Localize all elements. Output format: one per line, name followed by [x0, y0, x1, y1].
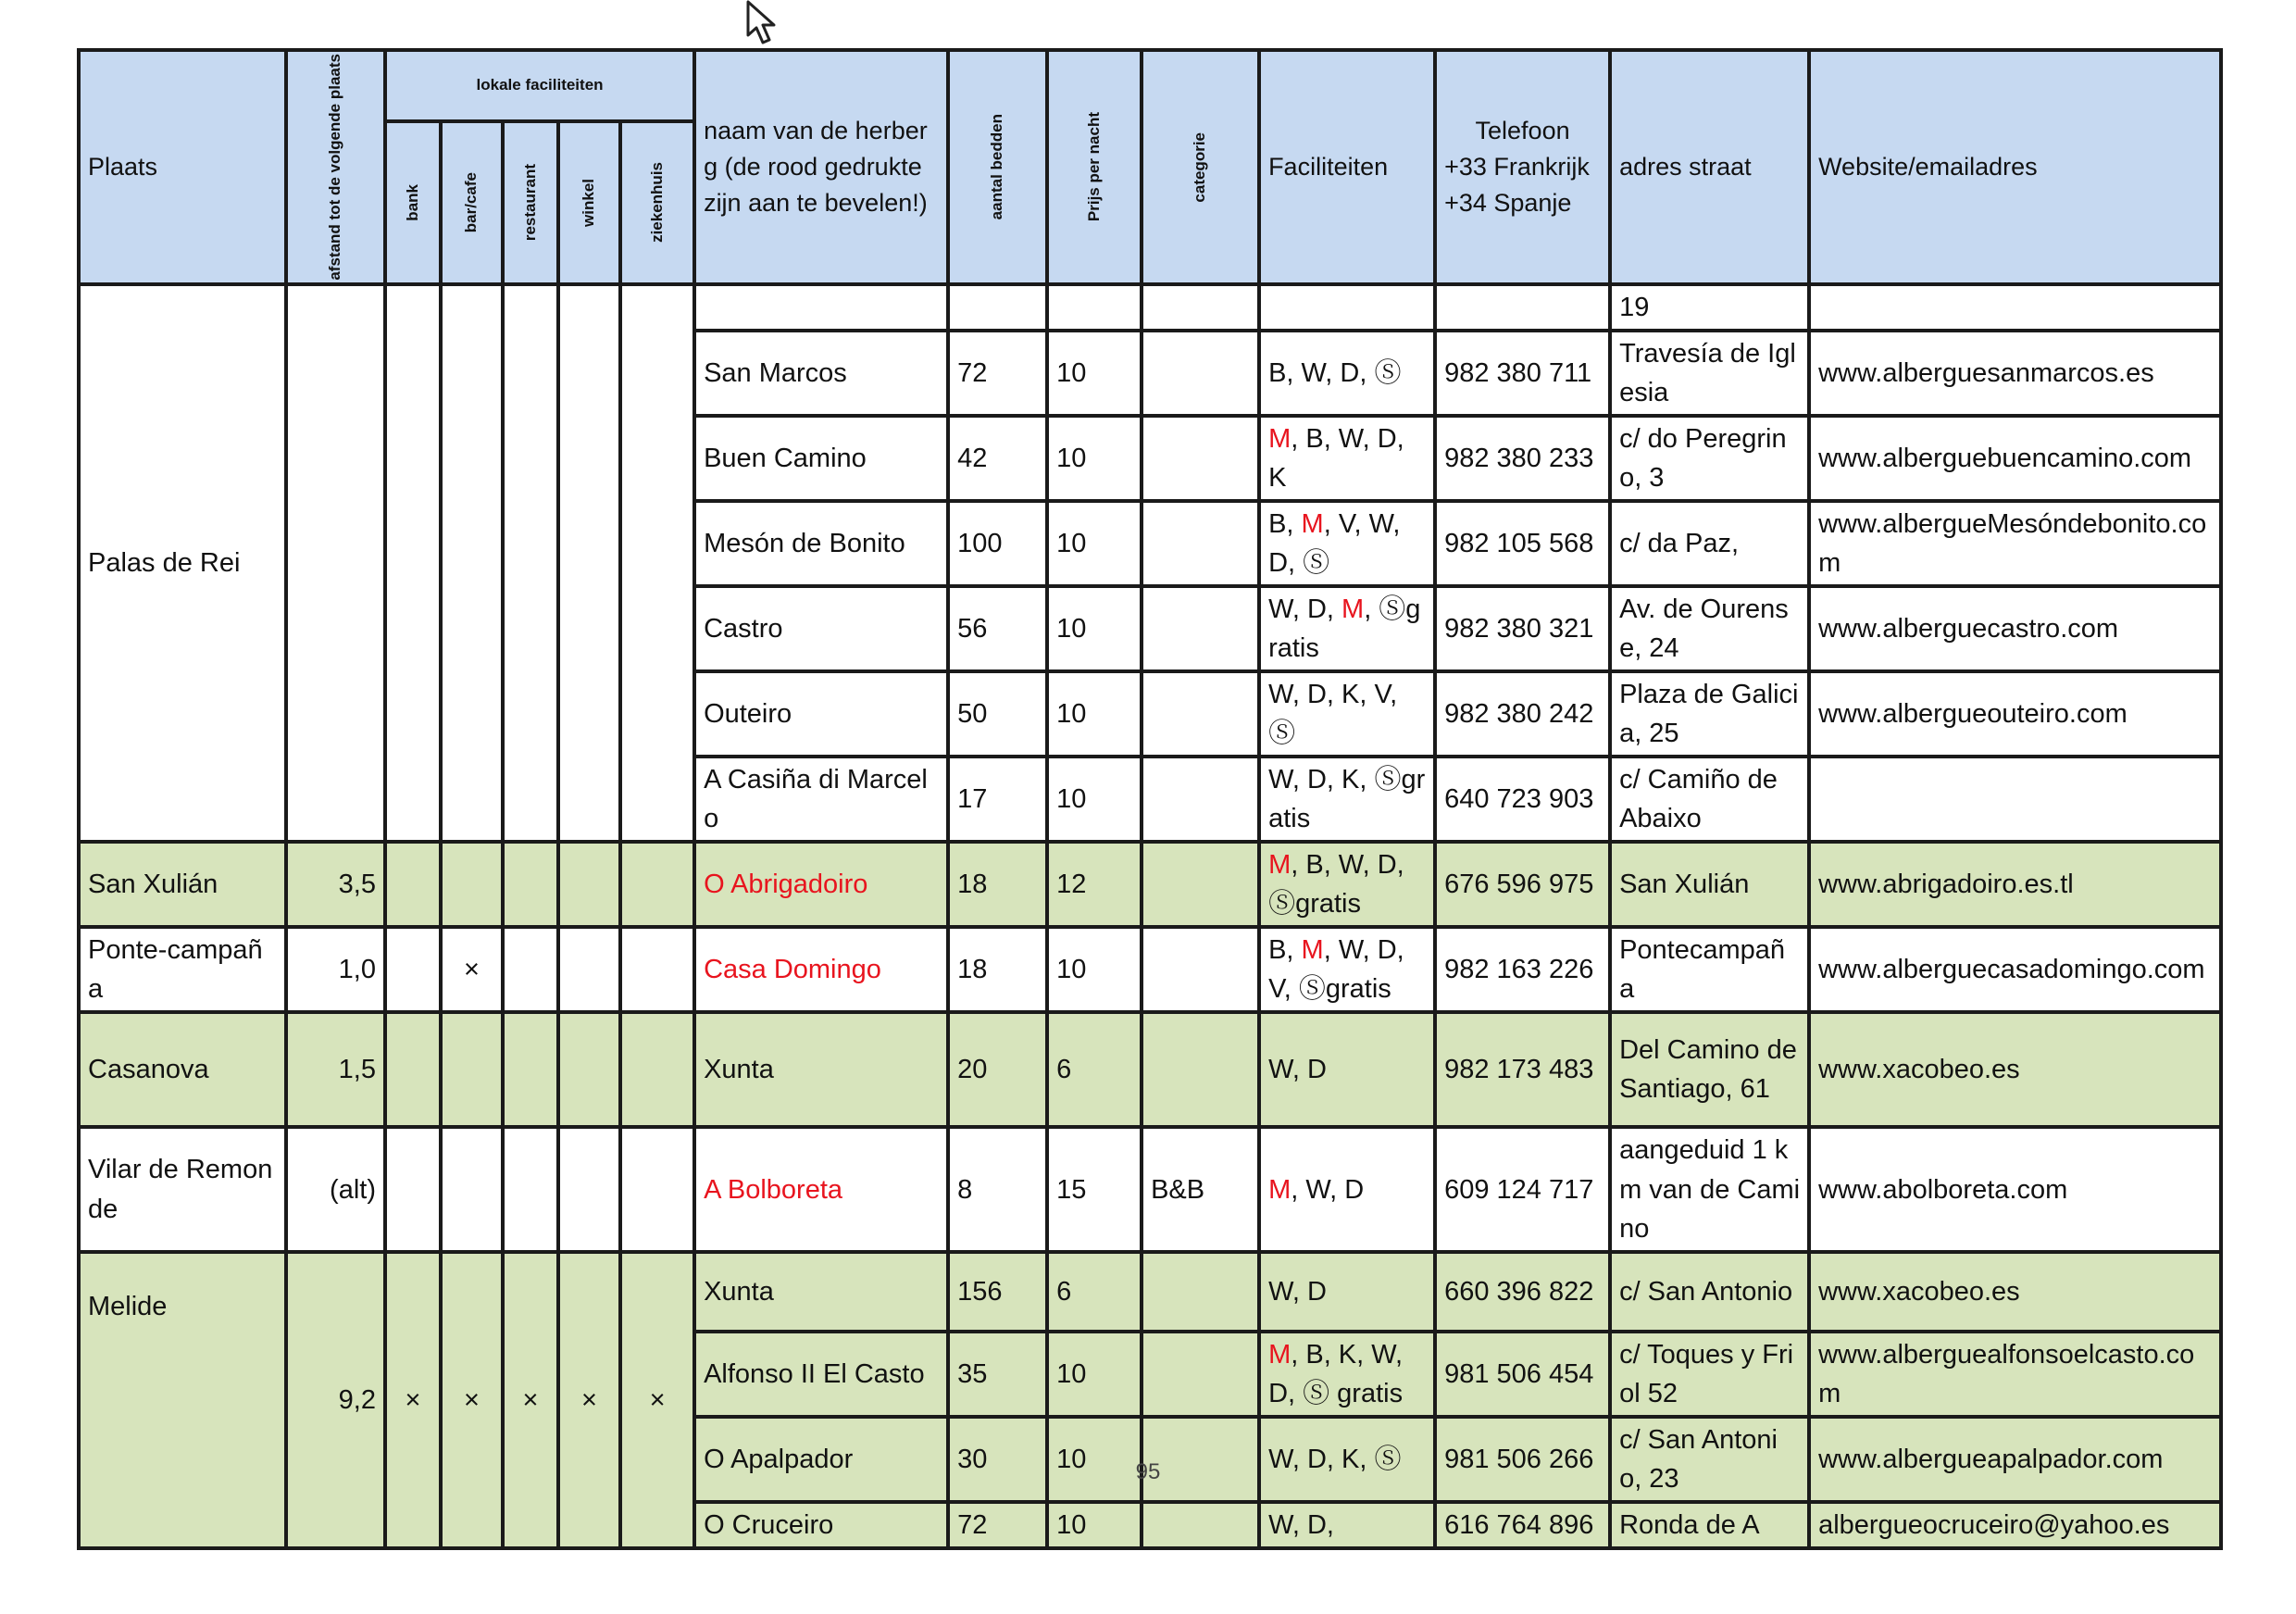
- price-cell: 10: [1047, 416, 1142, 501]
- facilities-segment: , V, W, D, Ⓢ: [1268, 508, 1401, 578]
- facilities-segment: W, D, K, Ⓢgratis: [1268, 765, 1426, 834]
- phone-cell: 982 163 226: [1435, 927, 1610, 1012]
- beds-cell: 42: [948, 416, 1047, 501]
- facilities-segment: M: [1268, 1174, 1292, 1205]
- bar-cafe-cell: [441, 1012, 503, 1127]
- price-cell: 6: [1047, 1012, 1142, 1127]
- bar-cafe-cell: [441, 284, 503, 843]
- hostel-name-cell: O Abrigadoiro: [694, 842, 948, 927]
- header-afstand: afstand tot de volgende plaats: [286, 50, 385, 284]
- facilities-cell: [1259, 927, 1435, 1012]
- restaurant-cell: [503, 1127, 558, 1251]
- facilities-cell: [1259, 586, 1435, 671]
- facilities-cell: [1259, 416, 1435, 501]
- hostel-name-cell: O Cruceiro: [694, 1502, 948, 1548]
- address-cell: Del Camino de Santiago, 61: [1610, 1012, 1809, 1127]
- beds-cell: 50: [948, 671, 1047, 757]
- price-cell: 10: [1047, 671, 1142, 757]
- header-winkel: winkel: [558, 121, 620, 284]
- bar-cafe-cell: [441, 842, 503, 927]
- website-cell: www.albergueapalpador.com: [1809, 1417, 2221, 1502]
- facilities-segment: M: [1268, 1339, 1292, 1370]
- facilities-segment: , W, D: [1291, 1174, 1365, 1205]
- address-cell: Av. de Ourense, 24: [1610, 586, 1809, 671]
- distance-cell: (alt): [286, 1127, 385, 1251]
- facilities-cell: [1259, 671, 1435, 757]
- price-cell: 10: [1047, 501, 1142, 586]
- facilities-cell: [1259, 1252, 1435, 1332]
- beds-cell: 18: [948, 842, 1047, 927]
- bank-cell: [385, 1012, 441, 1127]
- phone-cell: 660 396 822: [1435, 1252, 1610, 1332]
- hostel-name-cell: Mesón de Bonito: [694, 501, 948, 586]
- beds-cell: 72: [948, 331, 1047, 416]
- beds-cell: 18: [948, 927, 1047, 1012]
- table-row: [79, 284, 2221, 331]
- bar-cafe-cell: ×: [441, 1252, 503, 1548]
- facilities-segment: M: [1341, 594, 1365, 624]
- facilities-cell: [1259, 1127, 1435, 1251]
- header-ziekenhuis: ziekenhuis: [620, 121, 694, 284]
- distance-cell: 9,2: [286, 1252, 385, 1548]
- table-row: [79, 927, 2221, 1012]
- table-row: [79, 842, 2221, 927]
- phone-cell: 982 380 711: [1435, 331, 1610, 416]
- beds-cell: 20: [948, 1012, 1047, 1127]
- category-cell: [1142, 1252, 1259, 1332]
- address-cell: Plaza de Galicia, 25: [1610, 671, 1809, 757]
- facilities-segment: B,: [1268, 935, 1302, 966]
- facilities-segment: , Ⓢgratis: [1268, 594, 1421, 664]
- header-bank: bank: [385, 121, 441, 284]
- address-cell: c/ San Antonio, 23: [1610, 1417, 1809, 1502]
- header-telefoon: [1435, 50, 1610, 284]
- hostel-name-cell: Xunta: [694, 1012, 948, 1127]
- beds-cell: 8: [948, 1127, 1047, 1251]
- restaurant-cell: ×: [503, 1252, 558, 1548]
- place-cell: Vilar de Remonde: [79, 1127, 286, 1251]
- facilities-cell: [1259, 1332, 1435, 1417]
- website-cell: albergueocruceiro@yahoo.es: [1809, 1502, 2221, 1548]
- address-cell: aangeduid 1 km van de Camino: [1610, 1127, 1809, 1251]
- phone-cell: 616 764 896: [1435, 1502, 1610, 1548]
- category-cell: [1142, 927, 1259, 1012]
- page-number: 95: [1135, 1459, 1161, 1484]
- category-cell: [1142, 501, 1259, 586]
- website-cell: www.abrigadoiro.es.tl: [1809, 842, 2221, 927]
- website-cell: www.alberguecasadomingo.com: [1809, 927, 2221, 1012]
- mouse-cursor-icon: [746, 0, 791, 48]
- address-cell: c/ Camiño de Abaixo: [1610, 757, 1809, 842]
- winkel-cell: [558, 284, 620, 843]
- price-cell: 12: [1047, 842, 1142, 927]
- hostel-name-cell: San Marcos: [694, 331, 948, 416]
- ziekenhuis-cell: [620, 1127, 694, 1251]
- hostel-name-cell: Castro: [694, 586, 948, 671]
- header-categorie: categorie: [1142, 50, 1259, 284]
- phone-cell: 982 105 568: [1435, 501, 1610, 586]
- price-cell: 10: [1047, 1332, 1142, 1417]
- phone-cell: [1435, 284, 1610, 331]
- price-cell: 10: [1047, 927, 1142, 1012]
- category-cell: [1142, 1332, 1259, 1417]
- address-cell: San Xulián: [1610, 842, 1809, 927]
- header-telefoon-title: Telefoon: [1475, 116, 1570, 144]
- website-cell: www.abolboreta.com: [1809, 1127, 2221, 1251]
- facilities-segment: W, D, K, V, Ⓢ: [1268, 680, 1398, 749]
- ziekenhuis-cell: [620, 842, 694, 927]
- restaurant-cell: [503, 284, 558, 843]
- facilities-segment: M: [1268, 850, 1292, 881]
- facilities-cell: [1259, 842, 1435, 927]
- bank-cell: [385, 927, 441, 1012]
- website-cell: [1809, 284, 2221, 331]
- restaurant-cell: [503, 1012, 558, 1127]
- beds-cell: 72: [948, 1502, 1047, 1548]
- hostel-name-cell: A Bolboreta: [694, 1127, 948, 1251]
- facilities-cell: [1259, 1012, 1435, 1127]
- category-cell: [1142, 586, 1259, 671]
- phone-cell: 982 173 483: [1435, 1012, 1610, 1127]
- place-cell: San Xulián: [79, 842, 286, 927]
- hostel-name-cell: Xunta: [694, 1252, 948, 1332]
- winkel-cell: ×: [558, 1252, 620, 1548]
- header-herberg: naam van de herberg (de rood gedrukte zijn aan te bevelen!): [694, 50, 948, 284]
- distance-cell: [286, 284, 385, 843]
- facilities-segment: W, D,: [1268, 594, 1342, 624]
- ziekenhuis-cell: [620, 1012, 694, 1127]
- beds-cell: 100: [948, 501, 1047, 586]
- phone-cell: 981 506 266: [1435, 1417, 1610, 1502]
- distance-cell: 1,0: [286, 927, 385, 1012]
- category-cell: [1142, 416, 1259, 501]
- website-cell: www.alberguebuencamino.com: [1809, 416, 2221, 501]
- header-faciliteiten: Faciliteiten: [1259, 50, 1435, 284]
- facilities-segment: M: [1301, 935, 1324, 966]
- address-cell: c/ Toques y Friol 52: [1610, 1332, 1809, 1417]
- hostel-table: [77, 48, 2223, 1550]
- header-telefoon-frankrijk: +33 Frankrijk: [1444, 152, 1590, 181]
- facilities-cell: [1259, 331, 1435, 416]
- facilities-segment: B,: [1268, 508, 1302, 539]
- address-cell: Travesía de Iglesia: [1610, 331, 1809, 416]
- header-website: Website/emailadres: [1809, 50, 2221, 284]
- facilities-segment: M: [1268, 423, 1292, 454]
- price-cell: 10: [1047, 331, 1142, 416]
- phone-cell: 676 596 975: [1435, 842, 1610, 927]
- ziekenhuis-cell: [620, 927, 694, 1012]
- website-cell: [1809, 757, 2221, 842]
- header-adres: adres straat: [1610, 50, 1809, 284]
- header-telefoon-spanje: +34 Spanje: [1444, 188, 1572, 217]
- price-cell: 10: [1047, 586, 1142, 671]
- website-cell: www.xacobeo.es: [1809, 1012, 2221, 1127]
- facilities-cell: [1259, 501, 1435, 586]
- beds-cell: 30: [948, 1417, 1047, 1502]
- header-lokale-faciliteiten: lokale faciliteiten: [385, 50, 694, 121]
- facilities-segment: W, D,: [1268, 1509, 1334, 1540]
- bank-cell: [385, 1127, 441, 1251]
- website-cell: www.albergueouteiro.com: [1809, 671, 2221, 757]
- restaurant-cell: [503, 927, 558, 1012]
- winkel-cell: [558, 1012, 620, 1127]
- category-cell: B&B: [1142, 1127, 1259, 1251]
- table-row: [79, 1012, 2221, 1127]
- facilities-segment: , B, W, D, Ⓢgratis: [1268, 850, 1404, 920]
- header-prijs: Prijs per nacht: [1047, 50, 1142, 284]
- phone-cell: 982 380 242: [1435, 671, 1610, 757]
- header-restaurant: restaurant: [503, 121, 558, 284]
- hostel-name-cell: Casa Domingo: [694, 927, 948, 1012]
- header-plaats: Plaats: [79, 50, 286, 284]
- header-bar-cafe: bar/cafe: [441, 121, 503, 284]
- address-cell: c/ do Peregrino, 3: [1610, 416, 1809, 501]
- hostel-name-cell: Buen Camino: [694, 416, 948, 501]
- winkel-cell: [558, 1127, 620, 1251]
- bar-cafe-cell: ×: [441, 927, 503, 1012]
- ziekenhuis-cell: ×: [620, 1252, 694, 1548]
- price-cell: 10: [1047, 1502, 1142, 1548]
- bank-cell: [385, 842, 441, 927]
- price-cell: [1047, 284, 1142, 331]
- winkel-cell: [558, 842, 620, 927]
- category-cell: [1142, 1502, 1259, 1548]
- facilities-segment: B, W, D, Ⓢ: [1268, 357, 1402, 388]
- price-cell: 10: [1047, 757, 1142, 842]
- beds-cell: 56: [948, 586, 1047, 671]
- category-cell: [1142, 757, 1259, 842]
- hostel-name-cell: Alfonso II El Casto: [694, 1332, 948, 1417]
- beds-cell: 35: [948, 1332, 1047, 1417]
- bar-cafe-cell: [441, 1127, 503, 1251]
- website-cell: www.alberguecastro.com: [1809, 586, 2221, 671]
- winkel-cell: [558, 927, 620, 1012]
- table-body: [79, 284, 2221, 1548]
- place-cell: Palas de Rei: [79, 284, 286, 843]
- beds-cell: [948, 284, 1047, 331]
- facilities-cell: [1259, 1502, 1435, 1548]
- facilities-segment: , W, D, V, Ⓢgratis: [1268, 935, 1404, 1005]
- beds-cell: 156: [948, 1252, 1047, 1332]
- restaurant-cell: [503, 842, 558, 927]
- hostel-name-cell: O Apalpador: [694, 1417, 948, 1502]
- category-cell: [1142, 671, 1259, 757]
- place-cell: Ponte-campaña: [79, 927, 286, 1012]
- facilities-segment: W, D, K, Ⓢ: [1268, 1444, 1402, 1474]
- ziekenhuis-cell: [620, 284, 694, 843]
- facilities-segment: W, D: [1268, 1055, 1327, 1085]
- facilities-segment: , B, W, D, K: [1268, 423, 1404, 493]
- facilities-segment: W, D: [1268, 1276, 1327, 1307]
- website-cell: www.alberguesanmarcos.es: [1809, 331, 2221, 416]
- distance-cell: 1,5: [286, 1012, 385, 1127]
- table-row: [79, 1252, 2221, 1332]
- facilities-segment: , B, K, W, D, Ⓢ gratis: [1268, 1339, 1404, 1408]
- distance-cell: 3,5: [286, 842, 385, 927]
- bank-cell: [385, 284, 441, 843]
- address-cell: Pontecampaña: [1610, 927, 1809, 1012]
- facilities-cell: [1259, 284, 1435, 331]
- category-cell: [1142, 1012, 1259, 1127]
- category-cell: [1142, 284, 1259, 331]
- phone-cell: 982 380 233: [1435, 416, 1610, 501]
- place-cell: Casanova: [79, 1012, 286, 1127]
- phone-cell: 609 124 717: [1435, 1127, 1610, 1251]
- website-cell: www.xacobeo.es: [1809, 1252, 2221, 1332]
- hostel-name-cell: [694, 284, 948, 331]
- price-cell: 10: [1047, 1417, 1142, 1502]
- address-cell: Ronda de A: [1610, 1502, 1809, 1548]
- table-row: [79, 1127, 2221, 1251]
- hostel-name-cell: Outeiro: [694, 671, 948, 757]
- address-cell: c/ da Paz,: [1610, 501, 1809, 586]
- hostel-name-cell: A Casiña di Marcelo: [694, 757, 948, 842]
- phone-cell: 982 380 321: [1435, 586, 1610, 671]
- category-cell: [1142, 331, 1259, 416]
- phone-cell: 640 723 903: [1435, 757, 1610, 842]
- header-bedden: aantal bedden: [948, 50, 1047, 284]
- phone-cell: 981 506 454: [1435, 1332, 1610, 1417]
- price-cell: 15: [1047, 1127, 1142, 1251]
- website-cell: www.albergueMesóndebonito.com: [1809, 501, 2221, 586]
- address-cell: 19: [1610, 284, 1809, 331]
- bank-cell: ×: [385, 1252, 441, 1548]
- beds-cell: 17: [948, 757, 1047, 842]
- address-cell: c/ San Antonio: [1610, 1252, 1809, 1332]
- facilities-segment: M: [1301, 508, 1324, 539]
- category-cell: [1142, 842, 1259, 927]
- place-cell: Melide: [79, 1252, 286, 1548]
- website-cell: www.alberguealfonsoelcasto.com: [1809, 1332, 2221, 1417]
- facilities-cell: [1259, 757, 1435, 842]
- price-cell: 6: [1047, 1252, 1142, 1332]
